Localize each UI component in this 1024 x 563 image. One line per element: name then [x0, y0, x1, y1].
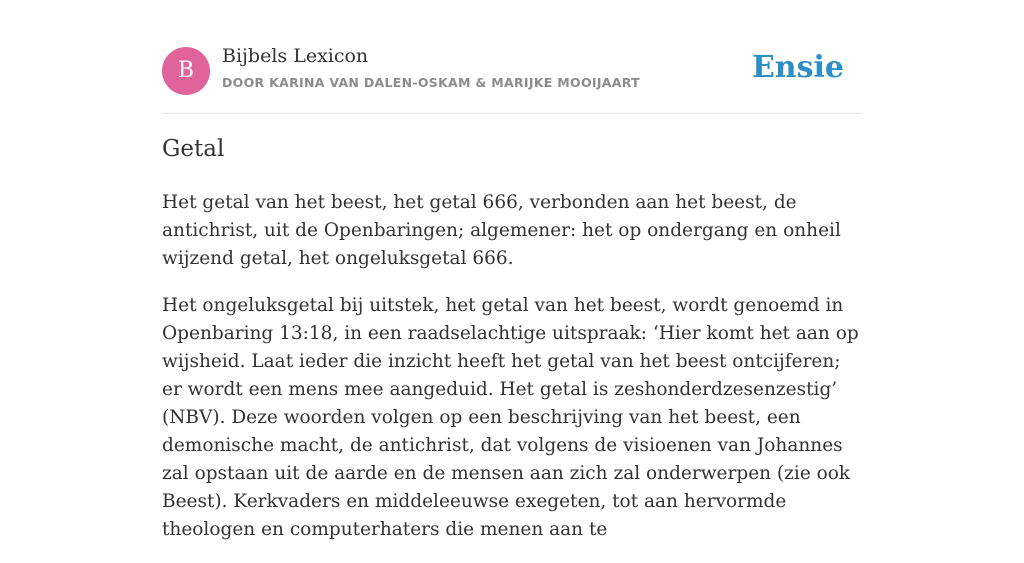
- content-column: [162, 0, 862, 540]
- book-authors: DOOR KARINA VAN DALEN-OSKAM & MARIJKE MOOIJAART: [222, 75, 640, 90]
- book-title[interactable]: Bijbels Lexicon: [222, 45, 369, 67]
- entry-paragraph: Het ongeluksgetal bij uitstek, het getal van het beest, wordt genoemd in Openbaring 13:18, in een raadselachtige uitspraak: ‘Hier komt het aan op wijsheid. Laat ieder die inzicht heeft het getal van het beest ontcijferen; er wordt een mens mee aangeduid. Het getal is zeshonderdzesenzestig’ (NBV). Deze woorden volgen op een beschrijving van het beest, een demonische macht, de antichrist, dat volgens de visioenen van Johannes zal opstaan uit de aarde en de mensen aan zich zal onderwerpen (zie ook Beest). Kerkvaders en middeleeuwse exegeten, tot aan hervormde theologen en computerhaters die menen aan te: [162, 295, 859, 540]
- entry-body: [162, 189, 862, 563]
- entry-title: Getal: [162, 136, 225, 162]
- book-header: [162, 0, 862, 114]
- avatar[interactable]: B: [162, 47, 210, 95]
- entry-paragraph: Het getal van het beest, het getal 666, verbonden aan het beest, de antichrist, uit de Openbaringen; algemener: het op ondergang en onheil wijzend getal, het ongeluksgetal 666.: [162, 192, 841, 269]
- brand-logo-link[interactable]: Ensie: [751, 50, 844, 85]
